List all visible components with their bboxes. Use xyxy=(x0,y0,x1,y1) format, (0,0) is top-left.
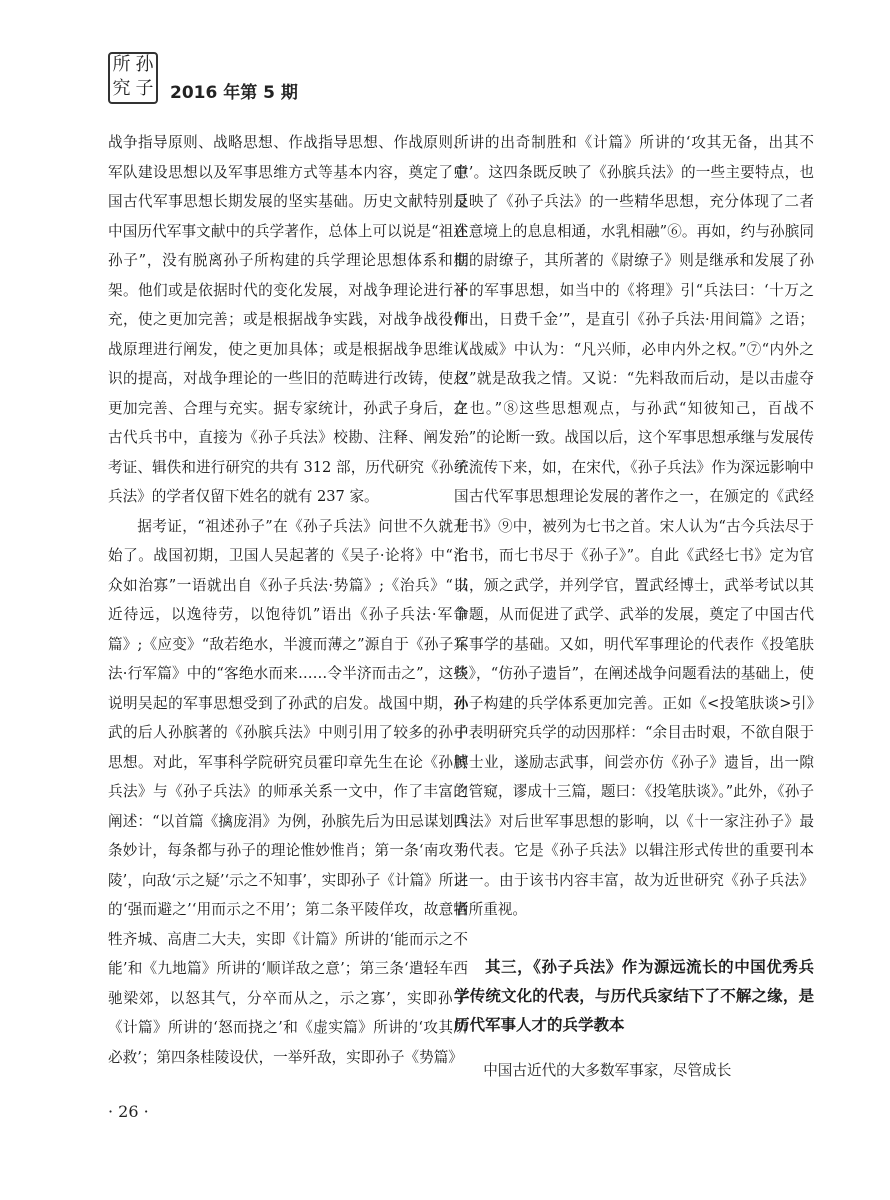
section-heading: 其三，《孙子兵法》作为源远流长的中国优秀兵学传统文化的代表，与历代兵家结下了不解之缘，是历代军事人才的兵学教本 xyxy=(454,957,814,1034)
journal-logo xyxy=(108,52,158,104)
paragraph: 所讲的出奇制胜和《计篇》所讲的‘攻其无备，出其不意’。这四条既反映了《孙膑兵法》的一些主要特点，也反映了《孙子兵法》的一些精华思想，充分体现了二者在意境上的息息相通，水乳相融”⑥。再如，约与孙膑同期的尉缭子，其所著的《尉缭子》则是继承和发展了孙子的军事思想，如当中的《将理》引“兵法曰：‘十万之师出，日费千金’”，是直引《孙子兵法·用间篇》之语；《战威》中认为：“凡兴师，必申内外之权。”⑦“内外之权”就是敌我之情。又说：“先料敌而后动，是以击虚夺之也。”⑧这些思想观点，与孙武“知彼知己，百战不殆”的论断一致。战国以后，这个军事思想承继与发展传统流传下来，如，在宋代，《孙子兵法》作为深远影响中国古代军事思想理论发展的著作之一，在颁定的《武经七书》⑨中，被列为七书之首。宋人认为“古今兵法尽于七书，而七书尽于《孙子》”。自此《武经七书》定为官书，颁之武学，并列学官，置武经博士，武举考试以其命题，从而促进了武学、武举的发展，奠定了中国古代军事学的基础。又如，明代军事理论的代表作《投笔肤谈》，“仿孙子遗旨”，在阐述战争问题看法的基础上，使孙子构建的兵学体系更加完善。正如《<投笔肤谈>引》中表明研究兵学的动因那样：“余目击时艰，不欲自限于博士业，遂励志武事，间尝亦仿《孙子》遗旨，出一隙之管窥，谬成十三篇，题曰：《投笔肤谈》。”此外，《孙子兵法》对后世军事思想的影响，以《十一家注孙子》最为代表。它是《孙子兵法》以辑注形式传世的重要刊本之一。由于该书内容丰富，故为近世研究《孙子兵法》者所重视。 xyxy=(454,134,814,918)
logo-char: 所 xyxy=(112,54,131,75)
paragraph: 战争指导原则、战略思想、作战指导思想、作战原则、军队建设思想以及军事思维方式等基本内容，奠定了中国古代军事思想长期发展的坚实基础。历史文献特别是中国历代军事文献中的兵学著作，总体上可以说是“祖述孙子”，没有脱离孙子所构建的兵学理论思想体系和框架。他们或是依据时代的变化发展，对战争理论进行补充，使之更加完善；或是根据战争实践，对战争战役作战原理进行阐发，使之更加具体；或是根据战争思维认识的提高，对战争理论的一些旧的范畴进行改铸，使之更加完善、合理与充实。据专家统计，孙武子身后，在古代兵书中，直接为《孙子兵法》校勘、注释、阐发、考证、辑佚和进行研究的共有 312 部，历代研究《孙子兵法》的学者仅留下姓名的就有 237 家。 xyxy=(108,134,468,505)
logo-char: 孙 xyxy=(135,54,154,75)
left-column xyxy=(108,128,468,1072)
logo-char: 子 xyxy=(135,78,154,99)
paragraph: 中国古近代的大多数军事家，尽管成长 xyxy=(483,1061,732,1079)
logo-char: 究 xyxy=(112,78,131,99)
paragraph: 据考证，“祖述孙子”在《孙子兵法》问世不久就开始了。战国初期，卫国人吴起著的《吴子·论将》中“治众如治寡”一语就出自《孙子兵法·势篇》;《治兵》“以近待远，以逸待劳，以饱待饥”语出《孙子兵法·军争篇》;《应变》“敌若绝水，半渡而薄之”源自于《孙子兵法·行军篇》中的“客绝水而来……令半济而击之”，这些说明吴起的军事思想受到了孙武的启发。战国中期，孙武的后人孙膑著的《孙膑兵法》中则引用了较多的孙子思想。对此，军事科学院研究员霍印章先生在论《孙膑兵法》与《孙子兵法》的师承关系一文中，作了丰富的阐述：“以首篇《擒庞涓》为例，孙膑先后为田忌谋划四条妙计，每条都与孙子的理论惟妙惟肖；第一条‘南攻平陵’，向敌‘示之疑’‘示之不知事’，实即孙子《计篇》所讲的‘强而避之’‘用而示之不用’；第二条平陵佯攻，故意牺牲齐城、高唐二大夫，实即《计篇》所讲的‘能而示之不能’和《九地篇》所讲的‘顺详敌之意’；第三条‘遣轻车西驰梁郊，以怒其气，分卒而从之，示之寡’，实即孙子《计篇》所讲的‘怒而挠之’和《虚实篇》所讲的‘攻其所必救’；第四条桂陵设伏，一举歼敌，实即孙子《势篇》 xyxy=(108,517,468,1066)
page-number: · 26 · xyxy=(108,1102,149,1121)
issue-label: 2016 年第 5 期 xyxy=(170,83,298,103)
right-column xyxy=(454,128,814,1085)
